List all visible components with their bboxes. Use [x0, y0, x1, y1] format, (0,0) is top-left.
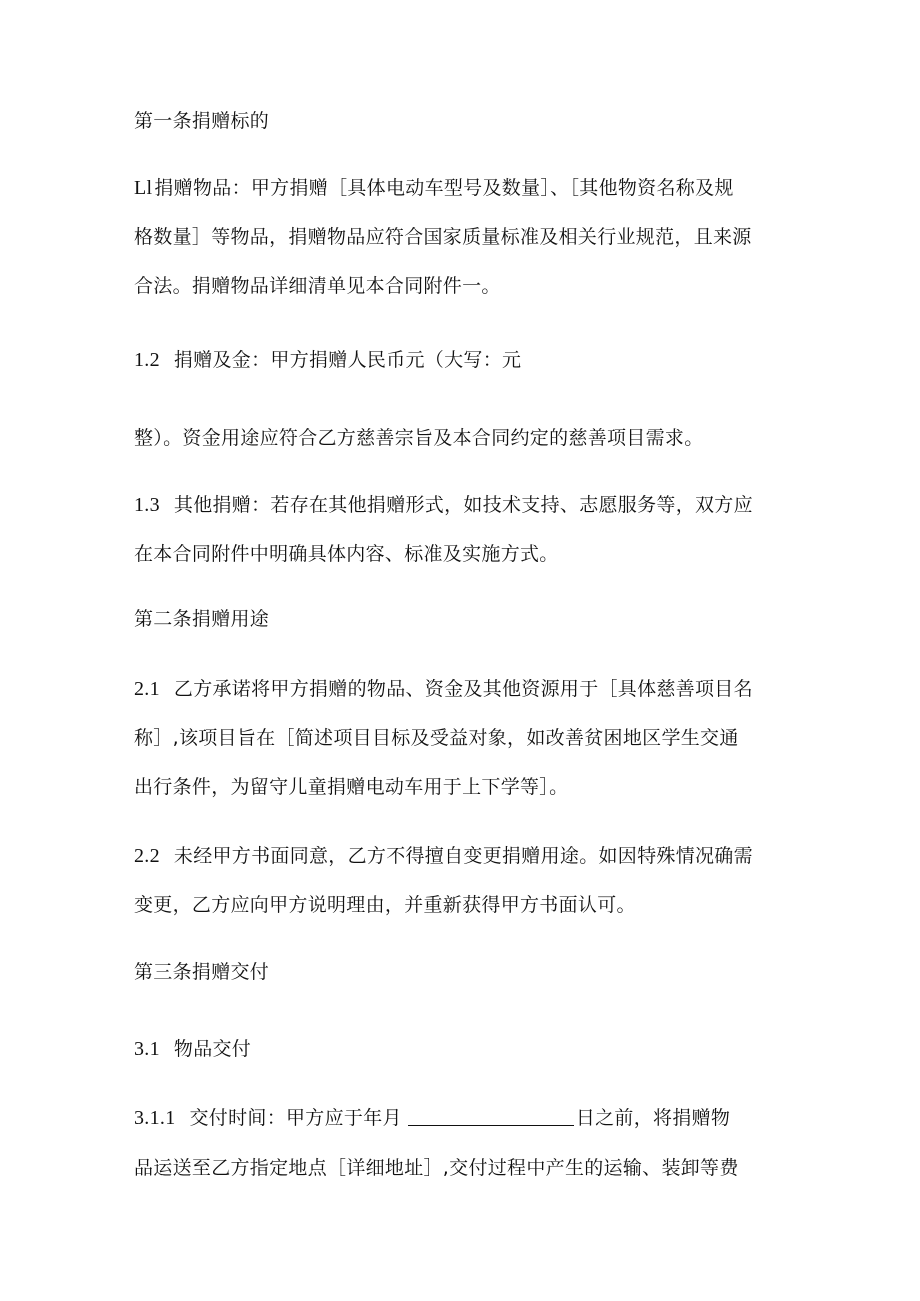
clause-1-2-text: 捐赠及金：甲方捐赠人民币元（大写：元	[173, 349, 522, 371]
clause-1-1-text: 捐赠物品：甲方捐赠［具体电动车型号及数量］、［其他物资名称及规	[154, 177, 734, 199]
clause-2-1-line-3: 出行条件，为留守儿童捐赠电动车用于上下学等］。	[134, 776, 569, 798]
clause-3-1-1-line-2: 品运送至乙方指定地点［详细地址］,交付过程中产生的运输、装卸等费	[134, 1157, 739, 1179]
clause-1-1-line-2: 格数量］等物品，捐赠物品应符合国家质量标准及相关行业规范，且来源	[134, 226, 752, 248]
clause-2-1-line-2: 称］,该项目旨在［简述项目目标及受益对象，如改善贫困地区学生交通	[134, 727, 739, 749]
clause-1-3-number: 1.3	[134, 494, 160, 516]
article-3-heading: 第三条捐赠交付	[134, 961, 270, 983]
clause-2-2-line-2: 变更，乙方应向甲方说明理由，并重新获得甲方书面认可。	[134, 894, 636, 916]
clause-1-1-line-1	[134, 175, 734, 201]
clause-2-1-number: 2.1	[134, 678, 160, 700]
clause-1-3-line-1	[134, 492, 753, 518]
clause-1-1-line-3: 合法。捐赠物品详细清单见本合同附件一。	[134, 275, 501, 297]
clause-1-3-line-2: 在本合同附件中明确具体内容、标准及实施方式。	[134, 543, 559, 565]
article-2-heading: 第二条捐赠用途	[134, 608, 270, 630]
clause-1-2-number: 1.2	[134, 349, 160, 371]
clause-1-2-line-2: 整）。资金用途应符合乙方慈善宗旨及本合同约定的慈善项目需求。	[134, 427, 704, 449]
article-1-heading: 第一条捐赠标的	[134, 110, 270, 132]
fill-in-blank	[408, 1105, 574, 1126]
clause-1-3-text: 其他捐赠：若存在其他捐赠形式，如技术支持、志愿服务等，双方应	[173, 494, 753, 516]
clause-3-1-1-number: 3.1.1	[134, 1107, 176, 1129]
clause-2-1-line-1	[134, 676, 753, 702]
clause-3-1-1-line-1	[134, 1105, 730, 1131]
clause-2-2-number: 2.2	[134, 845, 160, 867]
clause-3-1	[134, 1036, 251, 1062]
clause-2-2-line-1	[134, 843, 753, 869]
clause-3-1-1-text-before: 交付时间：甲方应于年月	[189, 1107, 402, 1129]
clause-2-2-text: 未经甲方书面同意，乙方不得擅自变更捐赠用途。如因特殊情况确需	[173, 845, 753, 867]
clause-3-1-text: 物品交付	[173, 1038, 252, 1060]
clause-1-2-line-1	[134, 347, 521, 373]
clause-3-1-number: 3.1	[134, 1038, 160, 1060]
clause-1-1-number: Ll	[134, 177, 153, 199]
clause-2-1-text: 乙方承诺将甲方捐赠的物品、资金及其他资源用于［具体慈善项目名	[173, 678, 753, 700]
clause-3-1-1-text-after: 日之前，将捐赠物	[575, 1107, 731, 1129]
